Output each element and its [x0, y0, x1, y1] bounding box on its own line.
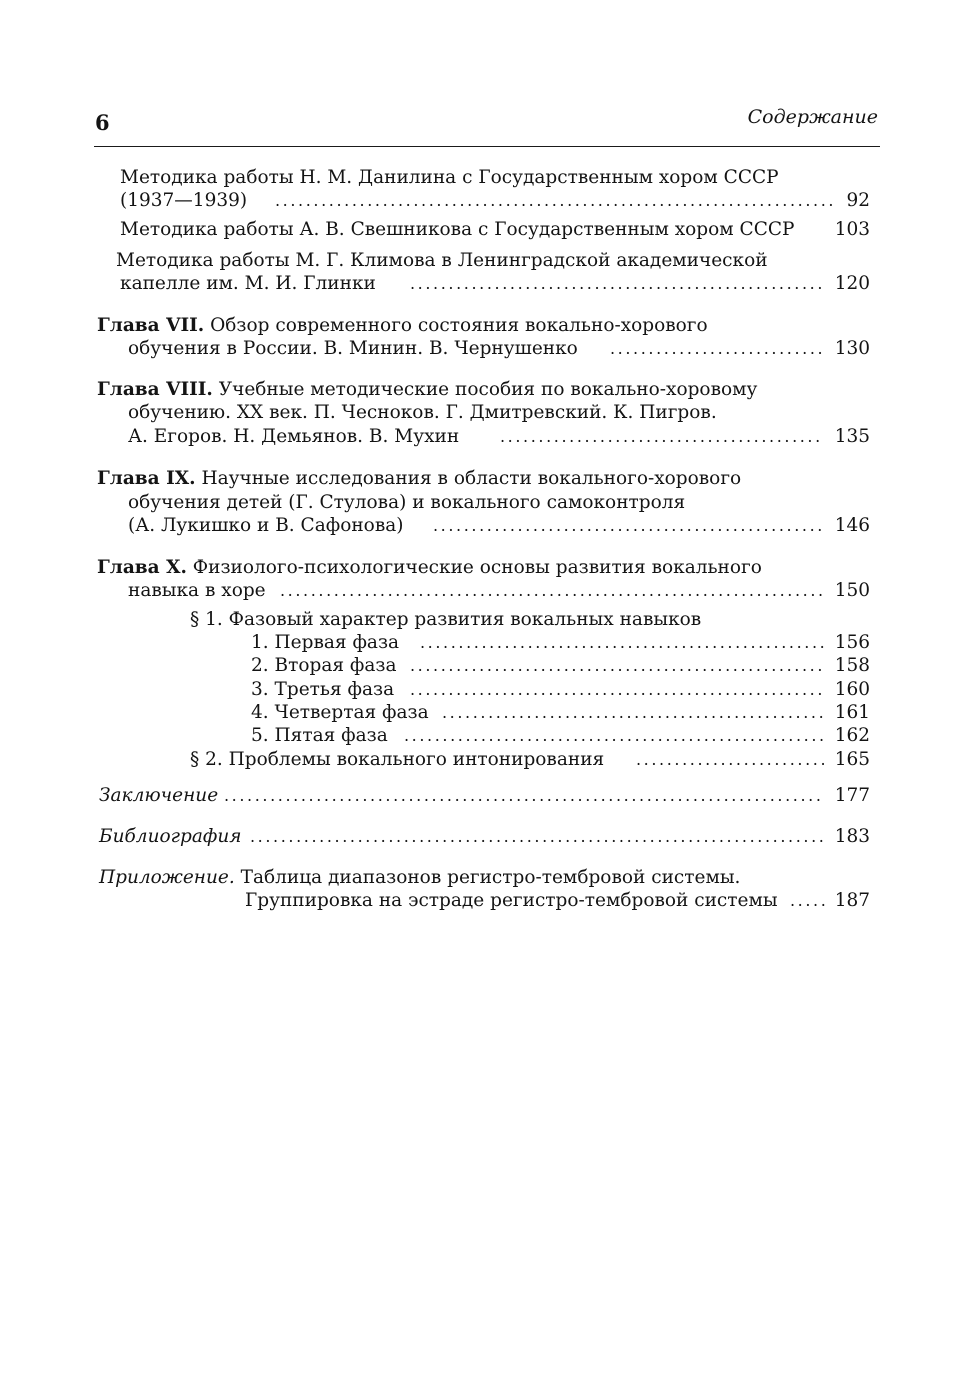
entry-title: Библиография [99, 826, 242, 847]
dot-leader [433, 514, 824, 538]
dot-leader [442, 701, 824, 725]
section-title: § 2. Проблемы вокального интонирования [190, 749, 605, 770]
chapter-title: Физиолого-психологические основы развития вокального [192, 557, 762, 578]
dot-leader [500, 425, 824, 449]
page-ref: 103 [834, 219, 870, 240]
dot-leader [410, 272, 824, 296]
page-ref: 183 [834, 826, 870, 847]
chapter-title: Обзор современного состояния вокально-хорового [210, 315, 708, 336]
running-head: Содержание [747, 106, 878, 128]
phase-title: 2. Вторая фаза [251, 655, 397, 676]
phase-title: 1. Первая фаза [251, 632, 400, 653]
chapter-title: навыка в хоре [128, 580, 266, 601]
page-ref: 177 [834, 785, 870, 806]
entry-text: (1937—1939) [120, 190, 248, 211]
chapter-title: обучению. XX век. П. Чесноков. Г. Дмитревский. К. Пигров. [128, 402, 717, 423]
phase-title: 4. Четвертая фаза [251, 702, 429, 723]
page-ref: 165 [834, 749, 870, 770]
page-ref: 135 [834, 426, 870, 447]
entry-text: капелле им. М. И. Глинки [120, 273, 376, 294]
chapter-label: Глава X. [97, 557, 187, 578]
appendix-title: Группировка на эстраде регистро-тембровой системы [245, 890, 778, 911]
dot-leader [790, 889, 826, 913]
page-ref: 130 [834, 338, 870, 359]
appendix-label: Приложение. [99, 867, 235, 888]
entry-title: Заключение [99, 785, 219, 806]
chapter-title: (А. Лукишко и В. Сафонова) [128, 515, 404, 536]
page-ref: 162 [834, 725, 870, 746]
dot-leader [410, 678, 824, 702]
dot-leader [250, 825, 824, 849]
chapter-title: Учебные методические пособия по вокально-хоровому [218, 379, 758, 400]
page-ref: 187 [834, 890, 870, 911]
chapter-label: Глава IX. [97, 468, 196, 489]
section-title: § 1. Фазовый характер развития вокальных навыков [190, 609, 702, 630]
chapter-title: А. Егоров. Н. Демьянов. В. Мухин [128, 426, 460, 447]
page-number: 6 [95, 110, 110, 135]
appendix-title: Таблица диапазонов регистро-тембровой системы. [240, 867, 741, 888]
page-ref: 120 [834, 273, 870, 294]
dot-leader [404, 724, 824, 748]
dot-leader [636, 748, 824, 772]
dot-leader [420, 631, 824, 655]
dot-leader [275, 189, 835, 213]
phase-title: 5. Пятая фаза [251, 725, 388, 746]
entry-text: Методика работы А. В. Свешникова с Государственным хором СССР [120, 219, 795, 240]
dot-leader [280, 579, 824, 603]
page-ref: 92 [846, 190, 870, 211]
page-ref: 146 [834, 515, 870, 536]
phase-title: 3. Третья фаза [251, 679, 395, 700]
chapter-label: Глава VII. [97, 315, 205, 336]
page-ref: 160 [834, 679, 870, 700]
chapter-label: Глава VIII. [97, 379, 213, 400]
dot-leader [410, 654, 824, 678]
chapter-title: обучения детей (Г. Стулова) и вокального самоконтроля [128, 492, 686, 513]
chapter-title: обучения в России. В. Минин. В. Чернушенко [128, 338, 578, 359]
page-ref: 158 [834, 655, 870, 676]
dot-leader [224, 784, 824, 808]
entry-text: Методика работы Н. М. Данилина с Государственным хором СССР [120, 167, 779, 188]
dot-leader [610, 337, 824, 361]
entry-text: Методика работы М. Г. Климова в Ленинградской академической [116, 250, 768, 271]
header-rule [94, 146, 880, 147]
page-ref: 161 [834, 702, 870, 723]
chapter-title: Научные исследования в области вокального-хорового [201, 468, 742, 489]
page-ref: 150 [834, 580, 870, 601]
page-ref: 156 [834, 632, 870, 653]
